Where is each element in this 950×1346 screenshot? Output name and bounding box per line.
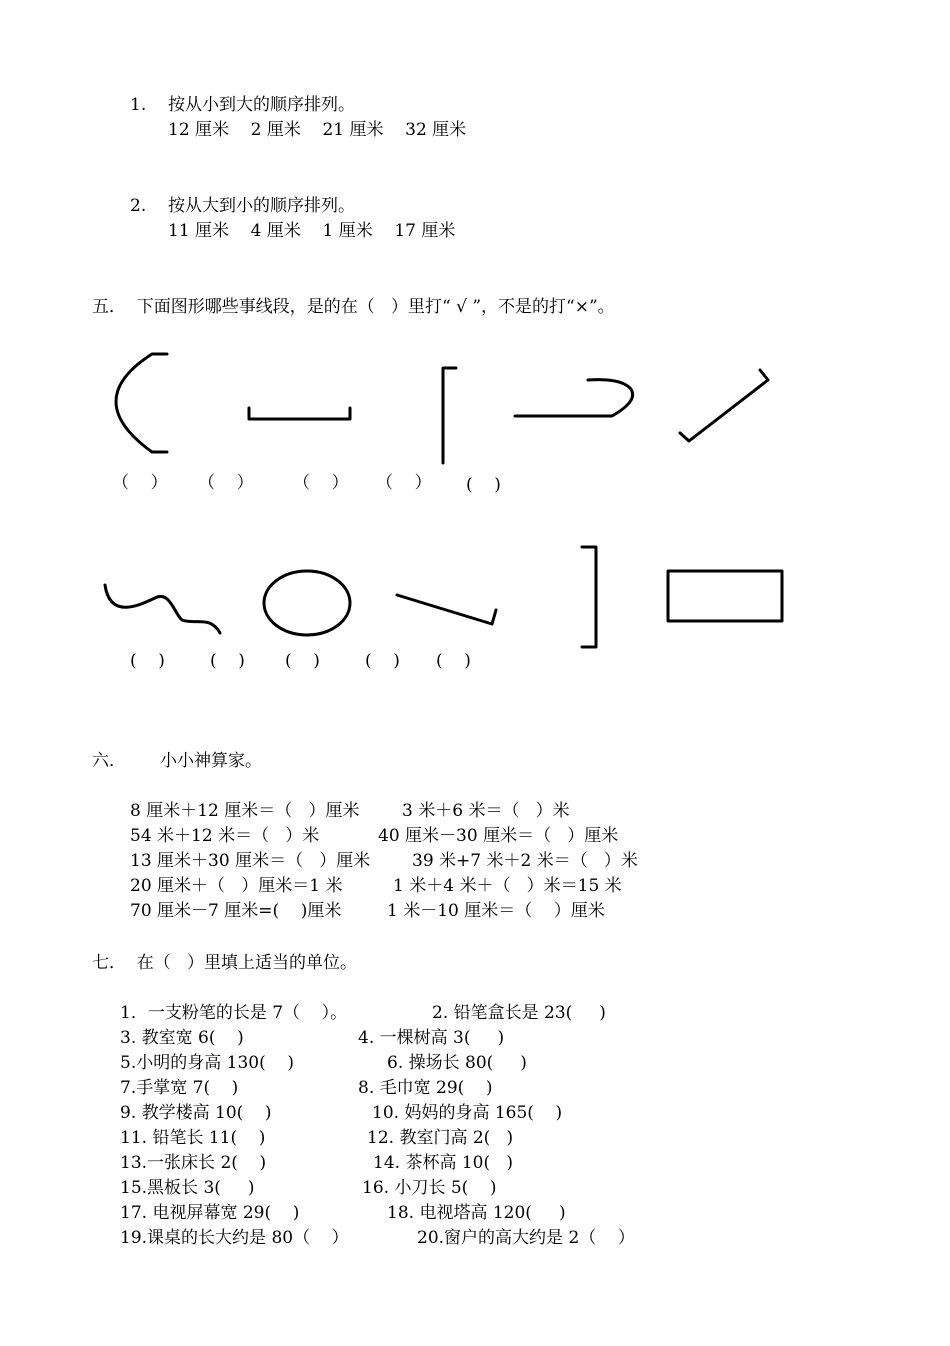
unit-item-7: 7.手掌宽 7( ) [120,1078,239,1098]
section6-number: 六． [92,751,126,771]
unit-item-19: 19.课桌的长大约是 80（ ） [120,1228,349,1248]
curved-arc-shape [116,354,167,452]
row1-answer-3: （ ） [293,473,349,493]
row1-answer-5: ( ) [466,475,501,495]
row1-answer-1: （ ） [112,473,168,493]
unit-item-2: 2. 铅笔盒长是 23( ) [432,1003,606,1023]
row1-answer-4: （ ） [376,473,432,493]
calc-3a: 13 厘米＋30 厘米＝（ ）厘米 [130,851,371,871]
unit-item-9: 9. 教学楼高 10( ) [120,1103,272,1123]
unit-item-14: 14. 茶杯高 10( ) [373,1153,513,1173]
hook-line-shape [515,380,633,416]
calc-1a: 8 厘米＋12 厘米＝（ ）厘米 [130,801,360,821]
unit-item-6: 6. 操场长 80( ) [387,1053,527,1073]
unit-item-15: 15.黑板长 3( ) [120,1178,255,1198]
calc-3b: 39 米+7 米＋2 米＝（ ）米 [412,851,638,871]
unit-item-10: 10. 妈妈的身高 165( ) [372,1103,563,1123]
calc-5a: 70 厘米－7 厘米=( )厘米 [130,901,342,921]
ellipse-shape [264,571,350,635]
row1-answer-2: （ ） [198,473,254,493]
q2-number: 2. [130,196,147,216]
q2-text: 按从大到小的顺序排列。 [168,196,355,216]
unit-item-1: 1．一支粉笔的长是 7（ ）。 [120,1003,348,1023]
q1-values: 12 厘米 2 厘米 21 厘米 32 厘米 [168,120,467,140]
q1-number: 1. [130,95,147,115]
calc-4b: 1 米＋4 米＋（ ）米＝15 米 [393,876,622,896]
row2-answer-5: ( ) [436,651,471,671]
unit-item-8: 8. 毛巾宽 29( ) [358,1078,493,1098]
calc-2a: 54 米＋12 米＝（ ）米 [130,826,320,846]
calc-2b: 40 厘米－30 厘米＝（ ）厘米 [378,826,619,846]
unit-item-5: 5.小明的身高 130( ) [120,1053,294,1073]
unit-item-13: 13.一张床长 2( ) [120,1153,267,1173]
unit-item-3: 3. 教室宽 6( ) [120,1028,244,1048]
unit-item-16: 16. 小刀长 5( ) [362,1178,497,1198]
right-bracket-shape [582,547,596,647]
unit-item-4: 4. 一棵树高 3( ) [358,1028,505,1048]
q1-text: 按从小到大的顺序排列。 [168,95,355,115]
bracket-line-shape [249,408,350,419]
slant-segment-shape [397,595,496,624]
row2-answer-4: ( ) [365,651,400,671]
section7-title: 七． 在（ ）里填上适当的单位。 [92,953,358,973]
unit-item-12: 12. 教室门高 2( ) [367,1128,514,1148]
unit-item-20: 20.窗户的高大约是 2（ ） [417,1228,635,1248]
unit-item-11: 11. 铅笔长 11( ) [120,1128,266,1148]
calc-1b: 3 米＋6 米＝（ ）米 [402,801,570,821]
vertical-bracket-shape [443,368,456,463]
row2-answer-3: ( ) [285,651,320,671]
ticked-slant-shape [680,370,768,441]
row2-answer-1: ( ) [130,651,165,671]
section6-title: 小小神算家。 [160,751,262,771]
row2-answer-2: ( ) [210,651,245,671]
calc-5b: 1 米－10 厘米＝（ ）厘米 [387,901,605,921]
unit-item-18: 18. 电视塔高 120( ) [387,1203,566,1223]
rectangle-shape [668,571,782,621]
calc-4a: 20 厘米＋（ ）厘米＝1 米 [130,876,343,896]
unit-item-17: 17. 电视屏幕宽 29( ) [120,1203,300,1223]
q2-values: 11 厘米 4 厘米 1 厘米 17 厘米 [168,221,456,241]
section5-title: 五． 下面图形哪些事线段，是的在（ ）里打“ √ ”，不是的打“×”。 [92,297,615,317]
wavy-line-shape [105,585,220,633]
